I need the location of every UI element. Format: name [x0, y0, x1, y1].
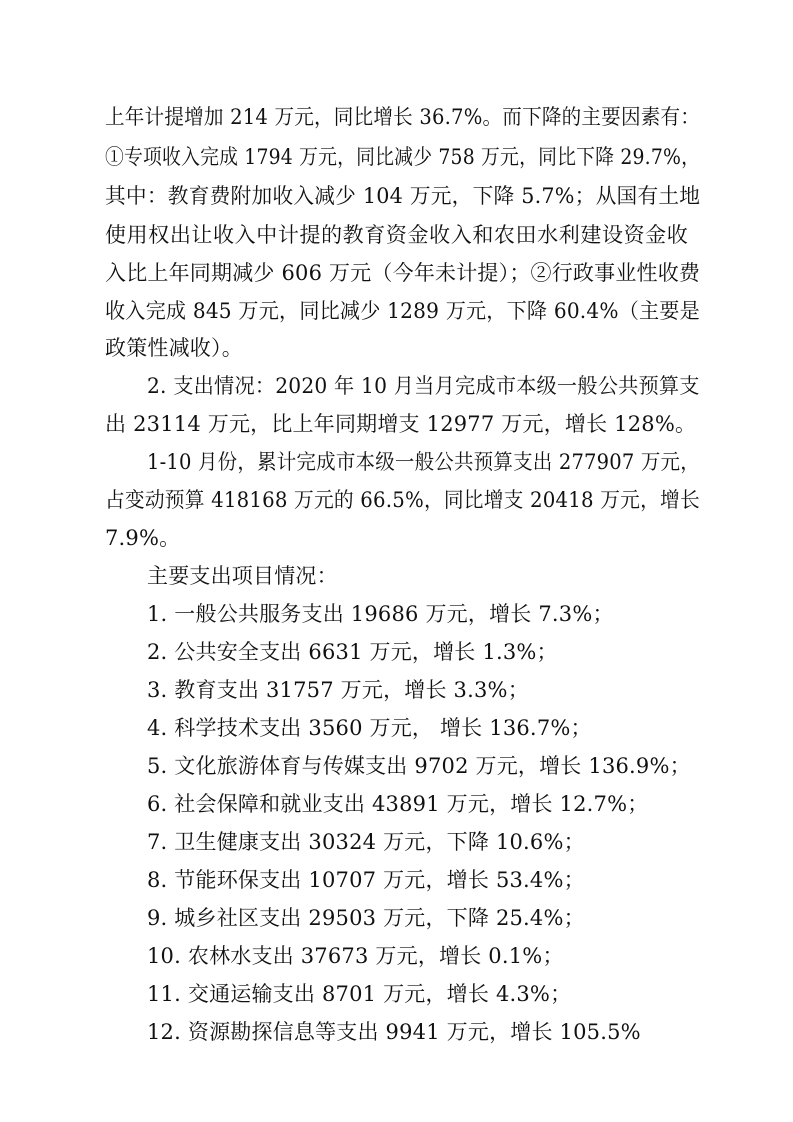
text-line: 其中：教育费附加收入减少 104 万元，下降 5.7%；从国有土地 [105, 184, 701, 208]
list-item: 8. 节能环保支出 10707 万元，增长 53.4%； [147, 868, 585, 892]
text-line: 出 23114 万元，比上年同期增支 12977 万元，增长 128%。 [105, 412, 697, 436]
items-heading: 主要支出项目情况： [147, 564, 338, 588]
text-line: 7.9%。 [105, 526, 181, 550]
text-line: 使用权出让收入中计提的教育资金收入和农田水利建设资金收 [105, 223, 688, 247]
text-line: ①专项收入完成 1794 万元，同比减少 758 万元，同比下降 29.7%， [105, 145, 701, 169]
text-line: 1-10 月份，累计完成市本级一般公共预算支出 277907 万元， [147, 450, 700, 474]
text-line: 入比上年同期减少 606 万元（今年未计提）；②行政事业性收费 [105, 261, 701, 285]
list-item: 1. 一般公共服务支出 19686 万元，增长 7.3%； [147, 602, 614, 626]
list-item: 3. 教育支出 31757 万元，增长 3.3%； [147, 678, 529, 702]
list-item: 4. 科学技术支出 3560 万元， 增长 136.7%； [147, 716, 592, 740]
list-item: 9. 城乡社区支出 29503 万元，下降 25.4%； [147, 906, 585, 930]
list-item: 11. 交通运输支出 8701 万元，增长 4.3%； [147, 982, 572, 1006]
list-item: 10. 农林水支出 37673 万元，增长 0.1%； [147, 944, 564, 968]
list-item: 5. 文化旅游体育与传媒支出 9702 万元，增长 136.9%； [147, 754, 691, 778]
list-item: 6. 社会保障和就业支出 43891 万元，增长 12.7%； [147, 792, 649, 816]
text-line: 占变动预算 418168 万元的 66.5%，同比增支 20418 万元，增长 [105, 488, 700, 512]
text-line: 政策性减收）。 [105, 336, 243, 360]
list-item: 7. 卫生健康支出 30324 万元，下降 10.6%； [147, 830, 585, 854]
list-item: 2. 公共安全支出 6631 万元，增长 1.3%； [147, 640, 558, 664]
text-line: 收入完成 845 万元，同比减少 1289 万元，下降 60.4%（主要是 [105, 299, 700, 323]
text-line: 上年计提增加 214 万元，同比增长 36.7%。而下降的主要因素有： [105, 105, 701, 129]
list-item: 12. 资源勘探信息等支出 9941 万元，增长 105.5% [147, 1020, 641, 1044]
text-line: 2. 支出情况：2020 年 10 月当月完成市本级一般公共预算支 [147, 374, 700, 398]
